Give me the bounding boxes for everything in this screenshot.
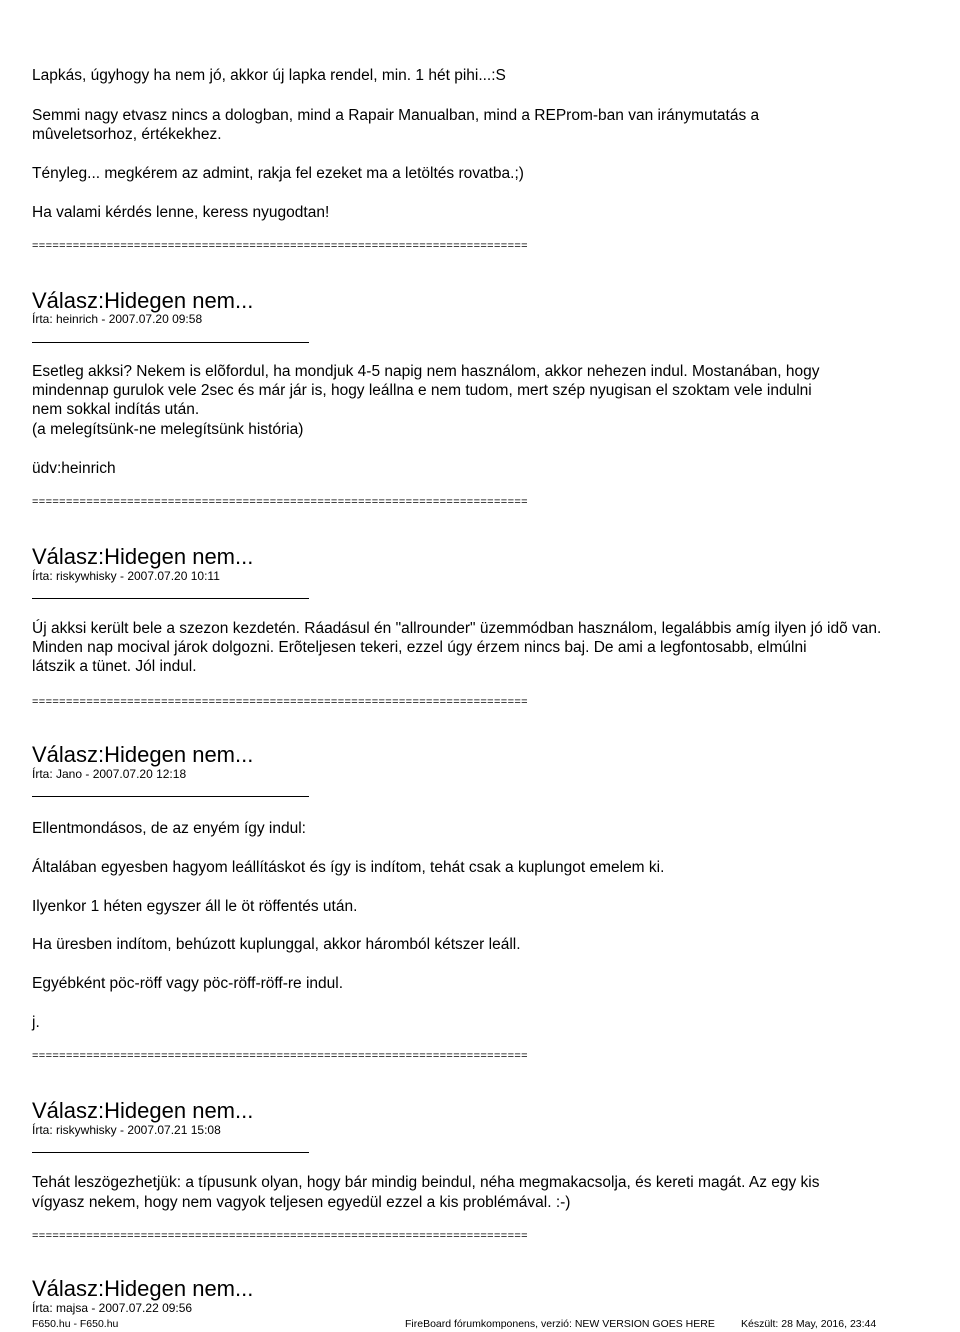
post-body-line: Ha üresben indítom, behúzott kuplunggal, akkor háromból kétszer leáll. — [32, 936, 521, 953]
post-title: Válasz:Hidegen nem... — [32, 544, 254, 569]
post-author-date: Írta: riskywhisky - 2007.07.21 15:08 — [32, 1123, 221, 1137]
post-body-line: (a melegítsünk-ne melegítsünk história) — [32, 421, 304, 438]
post-body-line: j. — [32, 1014, 40, 1031]
post-body-line: üdv:heinrich — [32, 460, 116, 477]
post-author-date: Írta: majsa - 2007.07.22 09:56 — [32, 1301, 193, 1315]
post-separator: ========================================================================= — [32, 496, 528, 508]
intro-paragraph-4: Ha valami kérdés lenne, keress nyugodtan! — [32, 204, 330, 221]
post-header-rule — [32, 1152, 309, 1153]
post-author-date: Írta: Jano - 2007.07.20 12:18 — [32, 767, 187, 781]
post-body-line: Minden nap mocival járok dolgozni. Erõteljesen tekeri, ezzel úgy érzem nincs baj. De ami a legfontosabb, elmúlni — [32, 639, 807, 656]
post-body-line: Egyébként pöc-röff vagy pöc-röff-röff-re indul. — [32, 975, 344, 992]
post-body-line: Ilyenkor 1 héten egyszer áll le öt röffentés után. — [32, 898, 358, 915]
post-header-rule — [32, 796, 309, 797]
post-body-line: Tehát leszögezhetjük: a típusunk olyan, hogy bár mindig beindul, néha megmakacsolja, és kereti magát. Az egy kis — [32, 1174, 820, 1191]
post-header-rule — [32, 598, 309, 599]
intro-paragraph-3: Tényleg... megkérem az admint, rakja fel ezeket ma a letöltés rovatba.;) — [32, 165, 524, 182]
post-body-line: Ellentmondásos, de az enyém így indul: — [32, 820, 306, 837]
intro-paragraph-1: Lapkás, úgyhogy ha nem jó, akkor új lapka rendel, min. 1 hét pihi...:S — [32, 67, 506, 84]
post-separator: ========================================================================= — [32, 1230, 528, 1242]
post-author-date: Írta: riskywhisky - 2007.07.20 10:11 — [32, 569, 220, 583]
post-title: Válasz:Hidegen nem... — [32, 742, 254, 767]
intro-paragraph-2-line-2: mûveletsorhoz, értékekhez. — [32, 126, 222, 143]
footer-component: FireBoard fórumkomponens, verzió: NEW VERSION GOES HERE — [405, 1318, 715, 1330]
footer-site: F650.hu - F650.hu — [32, 1318, 119, 1330]
post-separator: ========================================================================= — [32, 1050, 528, 1062]
intro-paragraph-2-line-1: Semmi nagy etvasz nincs a dologban, mind a Rapair Manualban, mind a REProm-ban van iránymutatás a — [32, 107, 760, 124]
post-body-line: vígyasz nekem, hogy nem vagyok teljesen egyedül ezzel a kis problémával. :-) — [32, 1194, 571, 1211]
post-body-line: Új akksi került bele a szezon kezdetén. Ráadásul én "allrounder" üzemmódban használom, legalábbis amíg ilyen jó idõ van. — [32, 620, 882, 637]
post-title: Válasz:Hidegen nem... — [32, 1276, 254, 1301]
post-separator: ========================================================================= — [32, 240, 528, 252]
post-body-line: nem sokkal indítás után. — [32, 401, 200, 418]
post-title: Válasz:Hidegen nem... — [32, 288, 254, 313]
post-body-line: Esetleg akksi? Nekem is elõfordul, ha mondjuk 4-5 napig nem használom, akkor nehezen indul. Mostanában, hogy — [32, 363, 820, 380]
post-author-date: Írta: heinrich - 2007.07.20 09:58 — [32, 312, 203, 326]
post-body-line: mindennap gurulok vele 2sec és már jár is, hogy leállna e nem tudom, mert szép nyugisan el szoktam vele indulni — [32, 382, 812, 399]
post-title: Válasz:Hidegen nem... — [32, 1098, 254, 1123]
post-separator: ========================================================================= — [32, 696, 528, 708]
post-header-rule — [32, 342, 309, 343]
footer-generated-date: Készült: 28 May, 2016, 23:44 — [741, 1318, 877, 1330]
post-body-line: látszik a tünet. Jól indul. — [32, 658, 197, 675]
post-body-line: Általában egyesben hagyom leállításkot és így is indítom, tehát csak a kuplungot emelem ki. — [32, 859, 665, 876]
